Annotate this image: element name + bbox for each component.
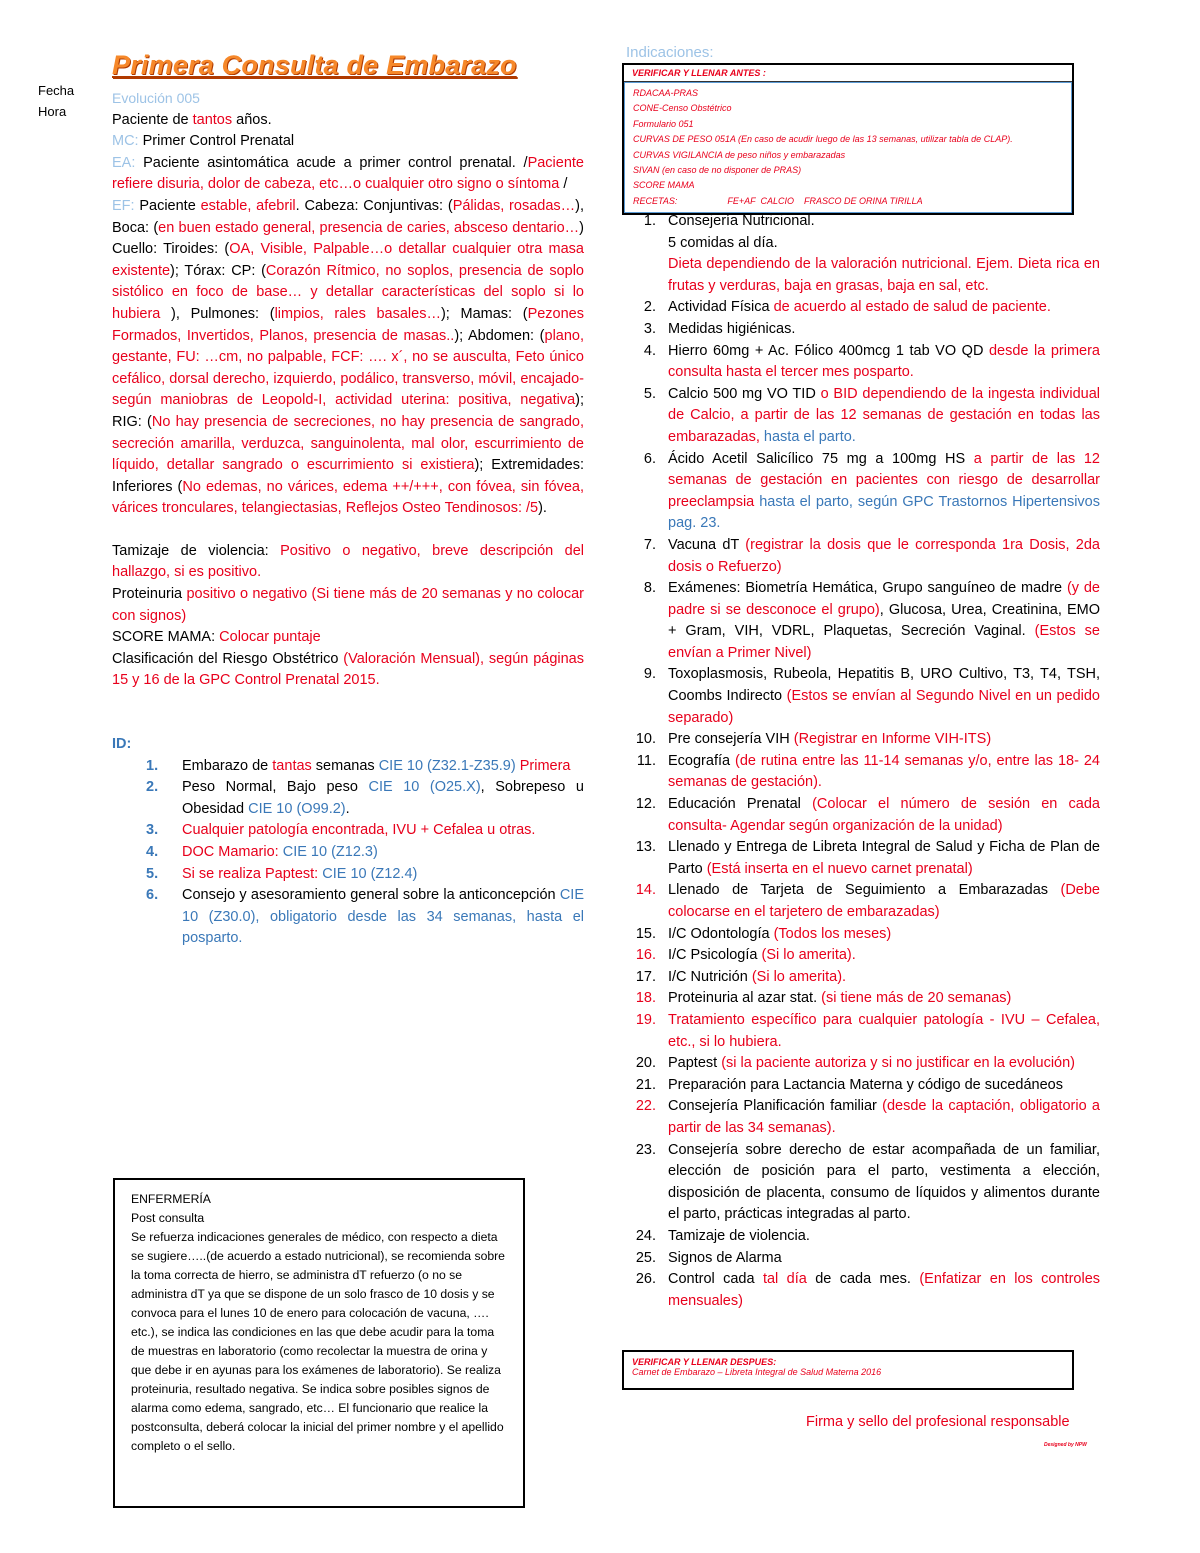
- ef-text: ); Abdomen: (: [454, 327, 545, 344]
- indicacion-number: 15.: [635, 925, 656, 942]
- indicacion-text: a partir de las 12 semanas de gestación en pacientes con riesgo de desarrollar preeclampsia: [668, 450, 1100, 510]
- verificar-antes-item: RECETAS: FE+AF CALCIO FRASCO DE ORINA TIRILLA: [633, 195, 923, 206]
- indicacion-text: Consejería Planificación familiar: [668, 1098, 883, 1115]
- enfermeria-box: [113, 1178, 525, 1508]
- indicacion-text: Educación Prenatal: [668, 796, 813, 813]
- tiny-note: Designed by NPW: [1044, 1442, 1087, 1448]
- diagnosis-text: Si se realiza Paptest:: [182, 865, 323, 882]
- verificar-antes-item: RDACAA-PRAS: [633, 88, 699, 98]
- indicacion-text: (si la paciente autoriza y si no justificar en la evolución): [721, 1055, 1076, 1072]
- verificar-antes-title: VERIFICAR Y LLENAR ANTES :: [624, 65, 1072, 82]
- indicacion-item: [632, 924, 1100, 946]
- score-line: SCORE MAMA: Colocar puntaje: [112, 629, 321, 646]
- diagnosis-list: [112, 756, 584, 950]
- date-time-labels: [38, 80, 74, 122]
- ef-text: . Cabeza: Conjuntivas: (: [295, 197, 453, 214]
- indicacion-text: (Registrar en Informe VIH-ITS): [793, 731, 992, 748]
- diagnosis-number: 4.: [146, 844, 159, 860]
- indicacion-number: 11.: [636, 752, 656, 769]
- indicacion-text: (Estos se envían al Segundo Nivel en un pedido separado): [668, 688, 1100, 726]
- indicacion-text: Llenado de Tarjeta de Seguimiento a Embarazadas: [668, 882, 1061, 899]
- indicacion-text: Consejería sobre derecho de estar acompañada de un familiar, elección de posición para el parto, vestimenta a elección, disposición de placenta, consumo de líquidos y alimentos durante el parto, prácticas integradas al parto.: [668, 1141, 1100, 1223]
- diagnosis-text: DOC Mamario:: [182, 844, 279, 860]
- indicacion-item: [632, 945, 1100, 967]
- indicacion-item: [632, 535, 1100, 578]
- indicacion-text: 5 comidas al día.: [668, 234, 778, 251]
- indicacion-number: 23.: [635, 1141, 656, 1158]
- verificar-antes-list: [624, 82, 1072, 213]
- indicacion-item: [632, 384, 1100, 449]
- indicacion-number: 12.: [635, 796, 656, 813]
- diagnosis-item: [112, 756, 584, 778]
- indicacion-text: (y de padre si se desconoce el grupo): [668, 580, 1100, 618]
- indicacion-number: 9.: [643, 666, 656, 683]
- indicacion-text: Tamizaje de violencia.: [668, 1227, 810, 1244]
- tamizaje-line: Tamizaje de violencia: Positivo o negativo, breve descripción del hallazgo, si es positivo.: [112, 542, 584, 581]
- indicacion-text: (desde la captación, obligatorio a partir de las 34 semanas).: [668, 1098, 1101, 1136]
- ef-text: en buen estado general, presencia de caries, absceso dentario…: [158, 219, 580, 236]
- indicacion-item: [632, 880, 1100, 923]
- diagnosis-text: Primera: [515, 757, 571, 774]
- indicacion-text: Signos de Alarma: [668, 1249, 782, 1266]
- indicacion-item: [632, 1248, 1100, 1270]
- verificar-despues-item: Carnet de Embarazo – Libreta Integral de Salud Materna 2016: [632, 1367, 882, 1377]
- indicacion-text: hasta el parto, según GPC Trastornos Hipertensivos pag. 23.: [668, 493, 1100, 532]
- indicacion-text: (Estos se envían a Primer Nivel): [668, 623, 1100, 661]
- enfermeria-title: ENFERMERÍA: [131, 1192, 211, 1206]
- indicaciones-column: [632, 211, 1100, 1312]
- indicacion-text: (registrar la dosis que le corresponda 1ra Dosis, 2da dosis o Refuerzo): [668, 536, 1100, 575]
- diagnosis-number: 6.: [146, 887, 159, 904]
- ef-text: estable, afebril: [200, 197, 296, 214]
- indicacion-text: Actividad Física: [668, 299, 774, 316]
- indicacion-item: [632, 1075, 1100, 1097]
- indicacion-item: [632, 751, 1100, 794]
- diagnosis-item: [112, 885, 584, 950]
- verificar-antes-item: CURVAS VIGILANCIA de peso niños y embarazadas: [633, 149, 846, 160]
- enfermeria-subtitle: Post consulta: [131, 1211, 205, 1225]
- diagnosis-text: CIE 10 (Z30.0), obligatorio desde las 34 semanas, hasta el posparto.: [182, 887, 584, 947]
- indicacion-text: (Colocar el número de sesión en cada consulta- Agendar según organización de la unidad): [668, 796, 1100, 834]
- indicacion-text: Pre consejería VIH: [668, 731, 794, 748]
- page-title: Primera Consulta de Embarazo: [112, 50, 517, 80]
- indicacion-text: de acuerdo al estado de salud de paciente.: [773, 299, 1051, 316]
- indicacion-item: [632, 211, 1100, 297]
- indicacion-number: 4.: [643, 342, 656, 359]
- ef-text: No edemas, no várices, edema ++/+++, con fóvea, sin fóvea, várices tronculares, telangiectasias, Reflejos Osteo Tendinosos: /5: [112, 478, 584, 517]
- indicacion-number: 21.: [635, 1076, 656, 1093]
- diagnosis-text: semanas: [311, 757, 379, 774]
- diagnosis-text: .: [345, 800, 350, 817]
- indicacion-item: [632, 1140, 1100, 1226]
- diagnosis-item: [112, 864, 584, 886]
- indicacion-text: (Debe colocarse en el tarjetero de embarazadas): [668, 882, 1100, 920]
- indicacion-item: [632, 1096, 1100, 1139]
- ef-text: ); RIG: (: [112, 392, 584, 430]
- indicacion-number: 13.: [635, 839, 656, 856]
- verificar-antes-item: CONE-Censo Obstétrico: [633, 103, 732, 114]
- indicacion-text: Exámenes: Biometría Hemática, Grupo sanguíneo de madre: [668, 580, 1067, 597]
- paciente-line: Paciente de tantos años.: [112, 111, 272, 128]
- indicacion-number: 7.: [643, 536, 656, 553]
- ea-line: EA: Paciente asintomática acude a primer control prenatal. /Paciente refiere disuria, dolor de cabeza, etc…o cualquier otro signo o síntoma /: [112, 154, 584, 193]
- diagnosis-text: Embarazo de: [182, 757, 273, 774]
- indicacion-item: [632, 988, 1100, 1010]
- indicacion-number: 6.: [643, 450, 656, 467]
- indicacion-text: (Si lo amerita).: [761, 947, 856, 964]
- diagnosis-number: 2.: [146, 779, 159, 796]
- indicacion-item: [632, 1010, 1100, 1053]
- diagnosis-text: Consejo y asesoramiento general sobre la anticoncepción: [182, 887, 560, 904]
- ef-text: No hay presencia de secreciones, no hay presencia de sangrado, secreción amarilla, verduzca, sanguinolenta, mal olor, escurrimiento de líquido, detallar sangrado o escurrimiento si existiera: [112, 413, 584, 474]
- indicacion-item: [632, 1226, 1100, 1248]
- ef-text: Paciente: [134, 197, 201, 214]
- ef-text: ); Extremidades: Inferiores (: [112, 457, 584, 495]
- ef-body: [112, 198, 584, 516]
- indicacion-text: (Enfatizar en los controles mensuales): [668, 1271, 1101, 1309]
- id-label: ID:: [112, 736, 132, 753]
- ef-text: plano, gestante, FU: …cm, no palpable, FCF: …. x´, no se ausculta, Feto único cefálico, dorsal derecho, izquierdo, podálico, transverso, móvil, encajado-según maniobras de Leopold-I, actividad uterina: positiva, negativa: [112, 327, 585, 409]
- indicacion-item: [632, 297, 1100, 319]
- indicacion-number: 16.: [635, 947, 656, 964]
- verificar-despues-box: [622, 1350, 1074, 1390]
- proteinuria-line: Proteinuria positivo o negativo (Si tiene más de 20 semanas y no colocar con signos): [112, 586, 584, 624]
- indicacion-text: desde la primera consulta hasta el tercer mes posparto.: [668, 342, 1100, 381]
- ef-text: ).: [538, 500, 547, 517]
- indicacion-number: 25.: [635, 1249, 656, 1266]
- indicacion-number: 2.: [643, 299, 656, 316]
- indicacion-item: [632, 729, 1100, 751]
- indicacion-text: Calcio 500 mg VO TID: [668, 385, 821, 402]
- ef-text: Pálidas, rosadas…: [452, 197, 576, 214]
- mc-line: MC: Primer Control Prenatal: [112, 133, 295, 150]
- indicacion-text: Toxoplasmosis, Rubeola, Hepatitis B, URO Cultivo, T3, T4, TSH, Coombs Indirecto: [668, 666, 1100, 705]
- diagnosis-text: tantas: [272, 757, 312, 774]
- indicacion-number: 10.: [635, 731, 656, 748]
- indicacion-number: 18.: [635, 990, 656, 1007]
- firma-label: Firma y sello del profesional responsable: [806, 1414, 1070, 1430]
- indicacion-number: 17.: [635, 968, 656, 985]
- indicacion-number: 20.: [635, 1055, 656, 1072]
- indicacion-text: Medidas higiénicas.: [668, 320, 796, 337]
- indicacion-text: Tratamiento específico para cualquier patología - IVU – Cefalea, etc., si lo hubiera.: [668, 1011, 1100, 1050]
- ef-text: OA, Visible, Palpable…o detallar cualquier otra masa existente: [112, 241, 584, 279]
- indicacion-number: 1.: [643, 213, 656, 229]
- diagnosis-item: [112, 842, 584, 864]
- indicacion-text: Control cada: [668, 1271, 763, 1288]
- diagnosis-text: CIE 10 (O25.X): [368, 779, 481, 796]
- indicacion-item: [632, 967, 1100, 989]
- diagnosis-number: 3.: [146, 822, 159, 839]
- indicacion-number: 24.: [635, 1227, 656, 1244]
- indicacion-number: 26.: [635, 1271, 656, 1288]
- indicacion-item: [632, 1053, 1100, 1075]
- ef-text: ) Cuello: Tiroides: (: [112, 219, 584, 258]
- indicacion-text: o BID dependiendo de la ingesta individual de Calcio, a partir de las 12 semanas de gestación en todas las embarazadas,: [668, 385, 1100, 445]
- indicacion-item: [632, 837, 1100, 880]
- ef-text: Pezones Formados, Invertidos, Planos, presencia de masas..: [112, 305, 584, 344]
- ef-text: ), Boca: (: [112, 197, 585, 236]
- verificar-antes-item: SIVAN (en caso de no disponer de PRAS): [633, 165, 802, 176]
- indicacion-item: [632, 341, 1100, 384]
- indicacion-text: , Glucosa, Urea, Creatinina, EMO + Gram, VIH, VDRL, Plaquetas, Secreción Vaginal.: [668, 601, 1100, 640]
- left-column: [112, 88, 584, 950]
- indicacion-item: [632, 664, 1100, 729]
- indicacion-text: de cada mes.: [806, 1271, 920, 1288]
- indicacion-number: 14.: [635, 882, 656, 899]
- indicacion-number: 19.: [635, 1011, 656, 1028]
- diagnosis-text: CIE 10 (Z32.1-Z35.9): [378, 757, 516, 774]
- indicacion-text: Ecografía: [668, 752, 735, 769]
- clasificacion-line: Clasificación del Riesgo Obstétrico (Valoración Mensual), según páginas 15 y 16 de la GPC Control Prenatal 2015.: [112, 650, 584, 689]
- diagnosis-text: CIE 10 (O99.2): [248, 800, 346, 817]
- indicacion-text: I/C Odontología: [668, 925, 774, 942]
- diagnosis-text: , Sobrepeso u Obesidad: [182, 779, 584, 817]
- diagnosis-item: [112, 820, 584, 842]
- ef-text: limpios, rales basales…: [274, 305, 441, 322]
- diagnosis-number: 5.: [146, 865, 159, 882]
- ef-text: Corazón Rítmico, no soplos, presencia de soplo sistólico en foco de base… y detallar características del soplo si lo hubiera: [112, 262, 584, 322]
- indicacion-item: [632, 449, 1100, 535]
- indicacion-text: tal día: [762, 1271, 807, 1288]
- hora-label: Hora: [38, 104, 67, 119]
- indicacion-text: (Si lo amerita).: [751, 968, 847, 985]
- indicacion-text: (si tiene más de 20 semanas): [821, 990, 1012, 1007]
- indicacion-number: 8.: [643, 580, 656, 597]
- indicacion-item: [632, 794, 1100, 837]
- verificar-antes-item: Formulario 051: [633, 118, 694, 129]
- indicacion-text: (Está inserta en el nuevo carnet prenatal): [706, 860, 973, 877]
- verificar-despues-title: VERIFICAR Y LLENAR DESPUES:: [632, 1357, 777, 1367]
- indicacion-text: Hierro 60mg + Ac. Fólico 400mcg 1 tab VO QD: [668, 342, 989, 359]
- indicacion-text: Ácido Acetil Salicílico 75 mg a 100mg HS: [668, 450, 974, 467]
- indicacion-text: Dieta dependiendo de la valoración nutricional. Ejem. Dieta rica en frutas y verduras, baja en grasas, baja en sal, etc.: [668, 256, 1100, 294]
- enfermeria-body: Se refuerza indicaciones generales de médico, con respecto a dieta se sugiere…..(de acuerdo a estado nutricional), se recomienda sobre la toma correcta de hierro, se administra dT refuerzo (o no se administra dT ya que se dispone de un solo frasco de 10 dosis y se convoca para el lunes 10 de enero para colocación de vacuna, …. etc.), se indica las condiciones en las que debe acudir para la toma de muestras en laboratorio (como recolectar la muestra de orina y que debe ir en ayunas para los exámenes de laboratorio). Se realiza proteinuria, resultado negativa. Se indica sobre posibles signos de alarma como edema, sangrado, etc… El funcionario que realice la postconsulta, deberá colocar la inicial del primer nombre y el apellido completo o el sello.: [131, 1230, 505, 1453]
- indicacion-text: (de rutina entre las 11-14 semanas y/o, entre las 18- 24 semanas de gestación).: [668, 752, 1100, 791]
- indicacion-text: I/C Psicología: [668, 947, 762, 964]
- indicacion-text: Consejería Nutricional.: [668, 213, 815, 229]
- diagnosis-text: CIE 10 (Z12.3): [278, 844, 378, 860]
- evolucion-label: Evolución 005: [112, 90, 200, 106]
- ef-text: ); Tórax: CP: (: [170, 262, 266, 279]
- indicacion-item: [632, 578, 1100, 664]
- indicacion-number: 3.: [643, 320, 656, 337]
- indicacion-text: Preparación para Lactancia Materna y código de sucedáneos: [668, 1076, 1063, 1093]
- fecha-label: Fecha: [38, 83, 75, 98]
- indicacion-text: Llenado y Entrega de Libreta Integral de Salud y Ficha de Plan de Parto: [668, 839, 1100, 877]
- indicacion-text: Paptest: [668, 1055, 722, 1072]
- ef-text: ); Mamas: (: [440, 305, 528, 322]
- indicaciones-heading: Indicaciones:: [626, 44, 714, 61]
- verificar-antes-box: [622, 63, 1074, 215]
- indicacion-text: Proteinuria al azar stat.: [668, 990, 822, 1007]
- indicaciones-list: [632, 211, 1100, 1312]
- indicacion-text: Vacuna dT: [668, 536, 746, 553]
- indicacion-item: [632, 1269, 1100, 1312]
- indicacion-text: (Todos los meses): [773, 925, 892, 942]
- verificar-antes-item: SCORE MAMA: [633, 180, 695, 191]
- indicacion-text: I/C Nutrición: [668, 968, 752, 985]
- indicacion-number: 22.: [635, 1098, 656, 1115]
- diagnosis-text: CIE 10 (Z12.4): [322, 865, 418, 882]
- ef-text: ), Pulmones: (: [160, 305, 275, 322]
- ef-paragraph: EF: Paciente estable, afebril. Cabeza: Conjuntivas: (Pálidas, rosadas…), Boca: (en buen estado general, presencia de caries, absceso dentario…) Cuello: Tiroides: (OA, Visible, Palpable…o detallar cualquier otra masa existente); Tórax: CP: (Corazón Rítmico, no soplos, presencia de soplo sistólico en foco de base… y detallar características del soplo si lo hubiera ), Pulmones: (limpios, rales basales…); Mamas: (Pezones Formados, Invertidos, Planos, presencia de masas..); Abdomen: (plano, gestante, FU: …cm, no palpable, FCF: …. x´, no se ausculta, Feto único cefálico, dorsal derecho, izquierdo, podálico, transverso, móvil, encajado-según maniobras de Leopold-I, actividad uterina: positiva, negativa); RIG: (No hay presencia de secreciones, no hay presencia de sangrado, secreción amarilla, verduzca, sanguinolenta, mal olor, escurrimiento de líquido, detallar sangrado o escurrimiento si existiera); Extremidades: Inferiores (No edemas, no várices, edema ++/+++, con fóvea, sin fóvea, várices tronculares, telangiectasias, Reflejos Osteo Tendinosos: /5).: [112, 197, 585, 517]
- diagnosis-text: Peso Normal, Bajo peso: [182, 779, 369, 796]
- diagnosis-number: 1.: [146, 757, 159, 774]
- indicacion-text: hasta el parto.: [763, 428, 856, 445]
- diagnosis-item: [112, 777, 584, 820]
- diagnosis-text: Cualquier patología encontrada, IVU + Cefalea u otras.: [182, 822, 536, 839]
- verificar-antes-item: CURVAS DE PESO 051A (En caso de acudir luego de las 13 semanas, utilizar tabla de CLAP).: [633, 134, 1013, 145]
- indicacion-item: [632, 319, 1100, 341]
- indicacion-number: 5.: [643, 385, 656, 402]
